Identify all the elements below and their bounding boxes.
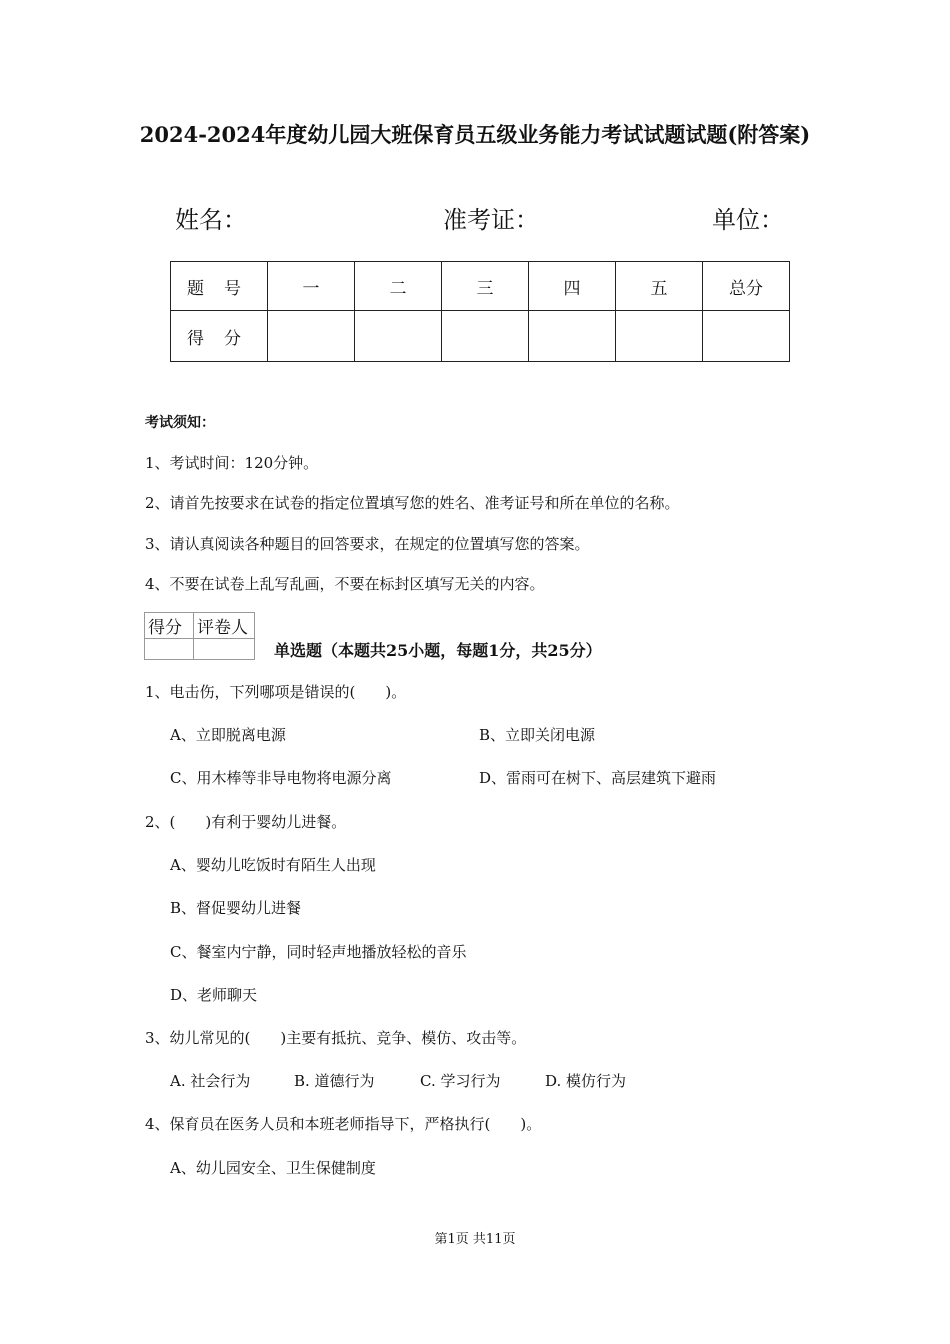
question-option: D. 模仿行为 [545,1072,627,1090]
score-table-header: 二 [355,262,442,311]
question-stem: 3、幼儿常见的( )主要有抵抗、竞争、模仿、攻击等。 [145,1029,527,1047]
question-option: A、立即脱离电源 [170,726,286,744]
grader-score-cell [145,639,194,660]
candidate-info-row [0,200,950,240]
question-option: C. 学习行为 [420,1072,501,1090]
score-table-header: 四 [529,262,616,311]
question-option: C、用木棒等非导电物将电源分离 [170,769,392,787]
question-option: D、雷雨可在树下、高层建筑下避雨 [479,769,717,787]
score-table-header: 一 [268,262,355,311]
question-option: A. 社会行为 [170,1072,251,1090]
score-table-row-label: 得分 [171,311,268,362]
question-stem: 2、( )有利于婴幼儿进餐。 [145,813,347,831]
page-footer: 第1页 共11页 [434,1232,516,1247]
score-cell [442,311,529,362]
score-cell [529,311,616,362]
score-table-header: 总分 [703,262,790,311]
notice-heading: 考试须知： [145,415,215,431]
score-table-row-label: 题号 [171,262,268,311]
question-option: D、老师聊天 [170,986,258,1004]
page-title: 2024-2024年度幼儿园大班保育员五级业务能力考试试题试题(附答案) [139,122,811,147]
notice-item: 1、考试时间：120分钟。 [145,454,319,472]
score-table-header: 五 [616,262,703,311]
score-cell [268,311,355,362]
grader-reviewer-label: 评卷人 [194,613,255,639]
unit-label: 单位： [712,206,784,234]
score-cell [355,311,442,362]
question-option: B. 道德行为 [294,1072,375,1090]
score-cell [703,311,790,362]
score-cell [616,311,703,362]
grader-box [144,612,255,660]
question-stem: 1、电击伤，下列哪项是错误的( )。 [145,683,407,701]
question-option: A、婴幼儿吃饭时有陌生人出现 [170,856,376,874]
section-title: 单选题（本题共25小题，每题1分，共25分） [274,641,602,660]
question-option: B、督促婴幼儿进餐 [170,899,302,917]
grader-reviewer-cell [194,639,255,660]
question-option: A、幼儿园安全、卫生保健制度 [170,1159,376,1177]
notice-item: 3、请认真阅读各种题目的回答要求，在规定的位置填写您的答案。 [145,535,590,553]
exam-number-label: 准考证： [443,206,539,234]
notice-item: 4、不要在试卷上乱写乱画，不要在标封区填写无关的内容。 [145,575,545,593]
question-option: C、餐室内宁静，同时轻声地播放轻松的音乐 [170,943,467,961]
score-table-header: 三 [442,262,529,311]
score-table [170,261,790,362]
question-option: B、立即关闭电源 [479,726,596,744]
grader-score-label: 得分 [145,613,194,639]
name-label: 姓名： [175,206,247,234]
notice-item: 2、请首先按要求在试卷的指定位置填写您的姓名、准考证号和所在单位的名称。 [145,494,680,512]
question-stem: 4、保育员在医务人员和本班老师指导下，严格执行( )。 [145,1115,542,1133]
